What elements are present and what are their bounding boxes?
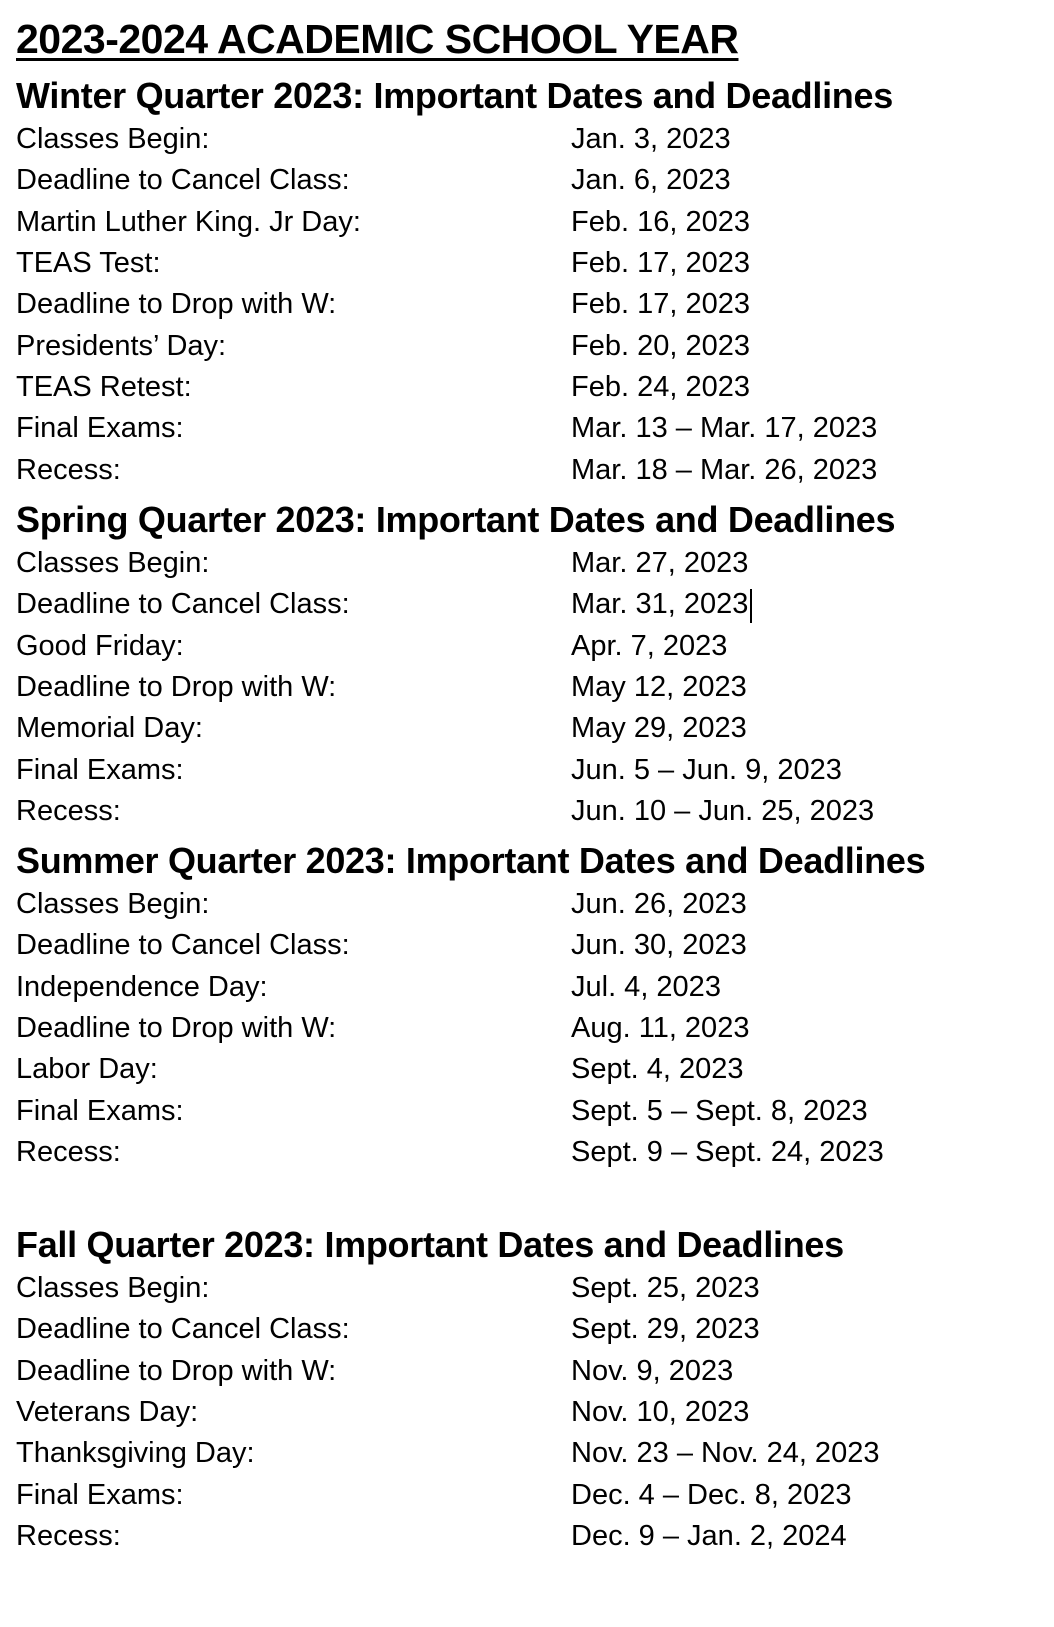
event-label: Deadline to Drop with W: [16, 1012, 337, 1045]
section-title: Spring Quarter 2023: Important Dates and Deadlines [16, 499, 896, 540]
event-date: Feb. 17, 2023 [571, 288, 750, 321]
list-item [16, 584, 1036, 625]
event-date: Sept. 29, 2023 [571, 1313, 760, 1346]
list-item [16, 884, 1036, 925]
event-label: Classes Begin: [16, 1272, 210, 1305]
list-item [16, 325, 1036, 366]
list-item [16, 626, 1036, 667]
fall-quarter-section [16, 1221, 1036, 1557]
event-label: Final Exams: [16, 1094, 184, 1127]
event-date: Mar. 27, 2023 [571, 547, 749, 580]
event-date: Feb. 17, 2023 [571, 247, 750, 280]
event-label: Veterans Day: [16, 1396, 199, 1429]
event-date-text: Mar. 31, 2023 [571, 588, 749, 621]
event-label: Recess: [16, 794, 121, 827]
event-label: Recess: [16, 1135, 121, 1168]
event-label: Good Friday: [16, 629, 184, 662]
list-item [16, 284, 1036, 325]
event-label: Recess: [16, 1519, 121, 1552]
event-label: Classes Begin: [16, 123, 210, 156]
event-label: Deadline to Drop with W: [16, 671, 337, 704]
list-item [16, 925, 1036, 966]
dates-list [16, 884, 1036, 1173]
dates-list [16, 119, 1036, 491]
event-label: Deadline to Cancel Class: [16, 1313, 350, 1346]
event-label: Presidents’ Day: [16, 329, 227, 362]
list-item [16, 243, 1036, 284]
event-label: Deadline to Drop with W: [16, 1354, 337, 1387]
event-label: Classes Begin: [16, 547, 210, 580]
event-label: Recess: [16, 453, 121, 486]
event-date: Dec. 4 – Dec. 8, 2023 [571, 1478, 852, 1511]
event-date: Jun. 5 – Jun. 9, 2023 [571, 753, 842, 786]
event-label: Deadline to Cancel Class: [16, 929, 350, 962]
event-label: TEAS Test: [16, 247, 161, 280]
section-title: Fall Quarter 2023: Important Dates and Deadlines [16, 1224, 844, 1265]
spring-quarter-section [16, 496, 1036, 832]
list-item [16, 708, 1036, 749]
event-date [571, 584, 1036, 625]
event-label: Final Exams: [16, 1478, 184, 1511]
event-date: May 12, 2023 [571, 671, 747, 704]
list-item [16, 367, 1036, 408]
list-item [16, 667, 1036, 708]
event-label: Thanksgiving Day: [16, 1437, 255, 1470]
event-label: Memorial Day: [16, 712, 203, 745]
list-item [16, 1090, 1036, 1131]
list-item [16, 1351, 1036, 1392]
list-item [16, 119, 1036, 160]
list-item [16, 967, 1036, 1008]
list-item [16, 1268, 1036, 1309]
summer-quarter-section [16, 837, 1036, 1173]
list-item [16, 791, 1036, 832]
event-label: Martin Luther King. Jr Day: [16, 205, 361, 238]
event-label: Deadline to Cancel Class: [16, 164, 350, 197]
document-title: 2023-2024 ACADEMIC SCHOOL YEAR [16, 16, 739, 62]
list-item [16, 1008, 1036, 1049]
event-date: Sept. 9 – Sept. 24, 2023 [571, 1135, 884, 1168]
event-date: Feb. 24, 2023 [571, 370, 750, 403]
event-date: Feb. 16, 2023 [571, 205, 750, 238]
list-item [16, 408, 1036, 449]
event-date: Jan. 3, 2023 [571, 123, 731, 156]
event-label: Deadline to Drop with W: [16, 288, 337, 321]
event-label: TEAS Retest: [16, 370, 192, 403]
event-date: Mar. 13 – Mar. 17, 2023 [571, 412, 878, 445]
event-date: May 29, 2023 [571, 712, 747, 745]
list-item [16, 1433, 1036, 1474]
event-date: Jul. 4, 2023 [571, 970, 721, 1003]
event-label: Final Exams: [16, 412, 184, 445]
event-date: Jun. 10 – Jun. 25, 2023 [571, 794, 875, 827]
event-date: Jan. 6, 2023 [571, 164, 731, 197]
list-item [16, 1516, 1036, 1557]
list-item [16, 1309, 1036, 1350]
dates-list [16, 543, 1036, 832]
section-title: Winter Quarter 2023: Important Dates and Deadlines [16, 75, 893, 116]
list-item [16, 1474, 1036, 1515]
event-date: Nov. 9, 2023 [571, 1354, 734, 1387]
list-item [16, 1132, 1036, 1173]
event-date: Sept. 25, 2023 [571, 1272, 760, 1305]
list-item [16, 202, 1036, 243]
event-label: Deadline to Cancel Class: [16, 588, 350, 621]
event-date: Jun. 26, 2023 [571, 888, 747, 921]
text-cursor [750, 589, 752, 623]
list-item [16, 543, 1036, 584]
event-label: Classes Begin: [16, 888, 210, 921]
event-label: Final Exams: [16, 753, 184, 786]
list-item [16, 1392, 1036, 1433]
list-item [16, 160, 1036, 201]
event-date: Feb. 20, 2023 [571, 329, 750, 362]
event-date: Aug. 11, 2023 [571, 1012, 750, 1045]
list-item [16, 449, 1036, 490]
event-label: Labor Day: [16, 1053, 158, 1086]
list-item [16, 749, 1036, 790]
event-date: Sept. 5 – Sept. 8, 2023 [571, 1094, 868, 1127]
event-date: Mar. 18 – Mar. 26, 2023 [571, 453, 878, 486]
event-date: Apr. 7, 2023 [571, 629, 728, 662]
event-date: Nov. 23 – Nov. 24, 2023 [571, 1437, 880, 1470]
dates-list [16, 1268, 1036, 1557]
list-item [16, 1049, 1036, 1090]
event-date: Nov. 10, 2023 [571, 1396, 750, 1429]
winter-quarter-section [16, 72, 1036, 491]
event-date: Dec. 9 – Jan. 2, 2024 [571, 1519, 847, 1552]
event-label: Independence Day: [16, 970, 268, 1003]
section-title: Summer Quarter 2023: Important Dates and Deadlines [16, 840, 926, 881]
event-date: Sept. 4, 2023 [571, 1053, 744, 1086]
event-date: Jun. 30, 2023 [571, 929, 747, 962]
